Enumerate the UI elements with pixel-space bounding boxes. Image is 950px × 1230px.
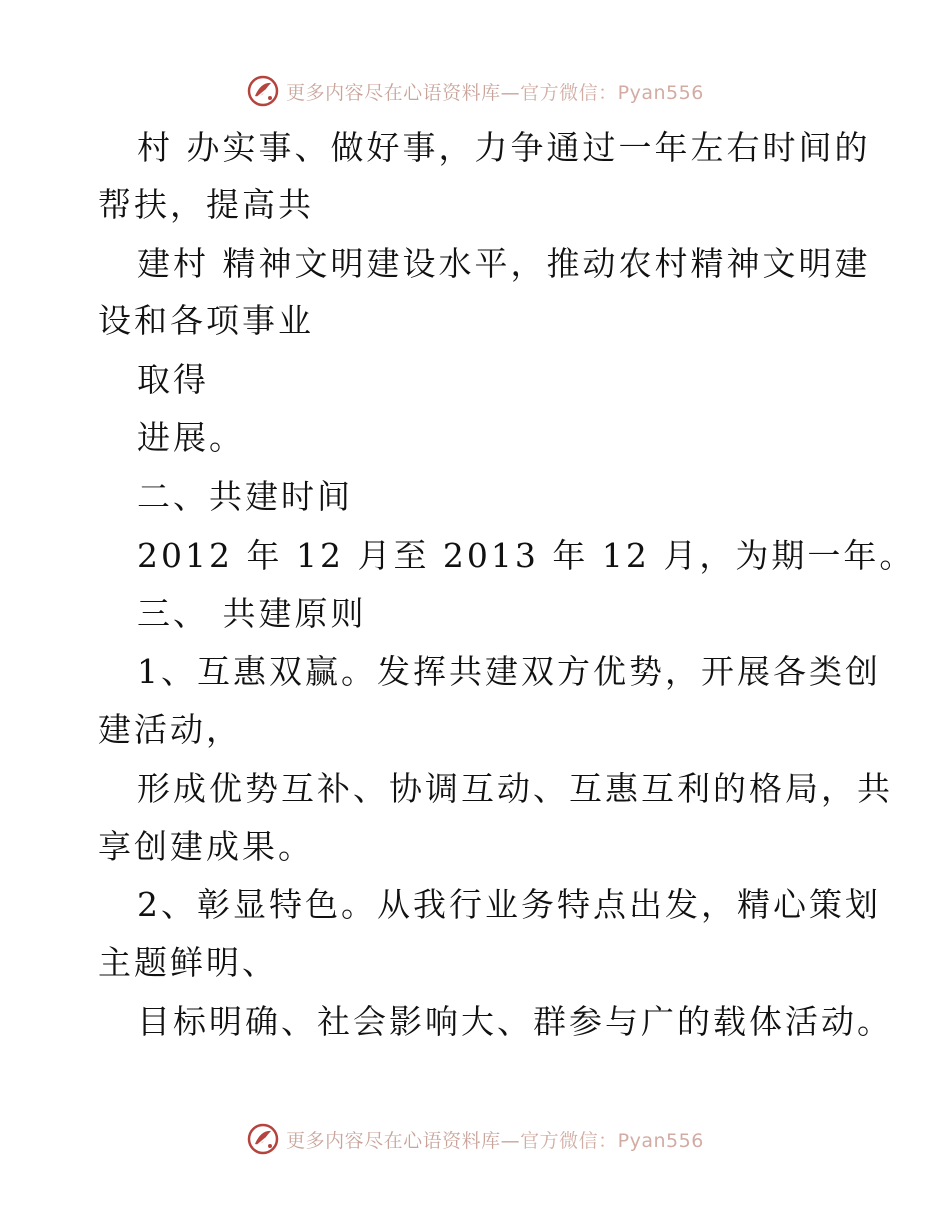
body-line: 建活动， <box>98 710 242 749</box>
brand-logo-icon <box>246 1122 280 1156</box>
body-line: 目标明确、社会影响大、群参与广的载体活动。 <box>137 1002 893 1041</box>
watermark-wechat-text: 官方微信：Pyan556 <box>520 1129 704 1152</box>
footer-watermark <box>0 1119 950 1159</box>
body-line: 设和各项事业 <box>98 301 314 340</box>
body-line: 进展。 <box>137 418 245 457</box>
watermark-main-text: 更多内容尽在心语资料库 <box>286 1129 501 1152</box>
body-line: 帮扶，提高共 <box>98 185 314 224</box>
body-line: 建村 精神文明建设水平，推动农村精神文明建 <box>137 244 871 283</box>
body-line: 形成优势互补、协调互动、互惠互利的格局，共 <box>137 769 893 808</box>
body-line: 村 办实事、做好事，力争通过一年左右时间的 <box>137 128 871 167</box>
watermark-separator: — <box>500 1129 521 1152</box>
body-line: 取得 <box>137 360 209 399</box>
body-line: 1、互惠双赢。发挥共建双方优势，开展各类创 <box>137 652 881 691</box>
section-heading: 三、 共建原则 <box>137 594 367 633</box>
body-line: 主题鲜明、 <box>98 943 278 982</box>
body-line: 2、彰显特色。从我行业务特点出发，精心策划 <box>137 885 881 924</box>
section-heading: 二、共建时间 <box>137 477 353 516</box>
body-line: 2012 年 12 月至 2013 年 12 月，为期一年。 <box>137 536 916 575</box>
body-line: 享创建成果。 <box>98 827 314 866</box>
watermark-wechat-text: 官方微信：Pyan556 <box>520 81 704 104</box>
watermark-separator: — <box>500 81 521 104</box>
watermark-main-text: 更多内容尽在心语资料库 <box>286 81 501 104</box>
